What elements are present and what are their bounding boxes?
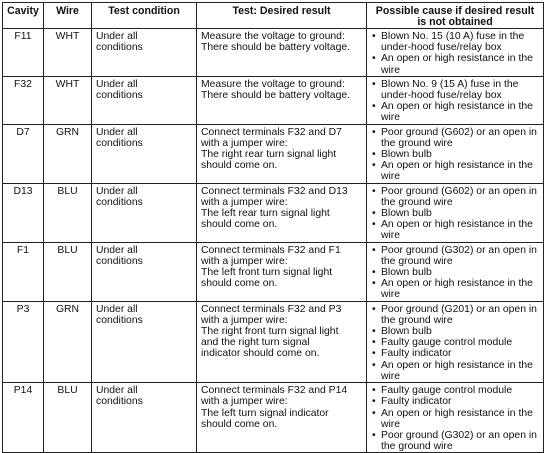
causes-cell — [367, 124, 544, 183]
cavity-cell: F11 — [3, 29, 44, 77]
cause-item: • An open or high resistance in the wire — [371, 408, 539, 430]
causes-cell — [367, 301, 544, 382]
result-cell: Connect terminals F32 and P3 with a jumper wire: The right front turn signal light and the right turn signal indicator should come on. — [197, 301, 367, 382]
causes-list — [371, 304, 539, 382]
diagnostic-table-page — [2, 2, 543, 453]
causes-cell — [367, 242, 544, 301]
wire-cell: GRN — [44, 124, 92, 183]
causes-cell — [367, 383, 544, 453]
table-row — [3, 183, 544, 242]
condition-cell: Under all conditions — [92, 183, 197, 242]
cause-item: • Poor ground (G602) or an open in the ground wire — [371, 186, 539, 208]
result-cell: Connect terminals F32 and F1 with a jumper wire: The left front turn signal light should come on. — [197, 242, 367, 301]
causes-cell — [367, 29, 544, 77]
cause-item: • An open or high resistance in the wire — [371, 219, 539, 241]
table-body — [3, 29, 544, 453]
header-row — [3, 3, 544, 29]
header-desired-result: Test: Desired result — [197, 3, 367, 29]
condition-cell: Under all conditions — [92, 301, 197, 382]
wire-cell: GRN — [44, 301, 92, 382]
cause-item: • Poor ground (G602) or an open in the ground wire — [371, 127, 539, 149]
cavity-cell: P14 — [3, 383, 44, 453]
cavity-cell: F1 — [3, 242, 44, 301]
cause-item: • Blown bulb — [371, 149, 539, 160]
wire-cell: BLU — [44, 242, 92, 301]
cause-item: • Poor ground (G201) or an open in the ground wire — [371, 304, 539, 326]
table-row — [3, 383, 544, 453]
cause-item: • Blown bulb — [371, 267, 539, 278]
causes-list — [371, 79, 539, 124]
condition-cell: Under all conditions — [92, 242, 197, 301]
cause-item: • An open or high resistance in the wire — [371, 53, 539, 75]
cause-item: • An open or high resistance in the wire — [371, 101, 539, 123]
result-cell: Measure the voltage to ground: There should be battery voltage. — [197, 29, 367, 77]
causes-list — [371, 245, 539, 301]
wire-cell: BLU — [44, 183, 92, 242]
diagnostic-table — [2, 2, 544, 453]
cause-item: • Poor ground (G302) or an open in the ground wire — [371, 430, 539, 452]
causes-list — [371, 186, 539, 242]
table-row — [3, 29, 544, 77]
cause-item: • Blown No. 9 (15 A) fuse in the under-hood fuse/relay box — [371, 79, 539, 101]
cause-item: • Faulty indicator — [371, 348, 539, 359]
result-cell: Connect terminals F32 and D13 with a jumper wire: The left rear turn signal light should come on. — [197, 183, 367, 242]
causes-list — [371, 127, 539, 183]
table-row — [3, 76, 544, 124]
cause-item: • An open or high resistance in the wire — [371, 278, 539, 300]
result-cell: Connect terminals F32 and D7 with a jumper wire: The right rear turn signal light should come on. — [197, 124, 367, 183]
wire-cell: WHT — [44, 29, 92, 77]
cavity-cell: P3 — [3, 301, 44, 382]
table-row — [3, 301, 544, 382]
cavity-cell: F32 — [3, 76, 44, 124]
cause-item: • An open or high resistance in the wire — [371, 360, 539, 382]
condition-cell: Under all conditions — [92, 383, 197, 453]
condition-cell: Under all conditions — [92, 124, 197, 183]
cause-item: • Blown No. 15 (10 A) fuse in the under-hood fuse/relay box — [371, 31, 539, 53]
result-cell: Measure the voltage to ground: There should be battery voltage. — [197, 76, 367, 124]
cause-item: • Faulty gauge control module — [371, 385, 539, 396]
condition-cell: Under all conditions — [92, 76, 197, 124]
header-test-condition: Test condition — [92, 3, 197, 29]
causes-list — [371, 385, 539, 452]
causes-cell — [367, 76, 544, 124]
header-possible-cause: Possible cause if desired result is not obtained — [367, 3, 544, 29]
table-row — [3, 242, 544, 301]
cause-item: • Faulty gauge control module — [371, 337, 539, 348]
causes-cell — [367, 183, 544, 242]
cause-item: • Poor ground (G302) or an open in the ground wire — [371, 245, 539, 267]
table-row — [3, 124, 544, 183]
cause-item: • Blown bulb — [371, 326, 539, 337]
cause-item: • Faulty indicator — [371, 396, 539, 407]
cause-item: • An open or high resistance in the wire — [371, 160, 539, 182]
result-cell: Connect terminals F32 and P14 with a jumper wire: The left turn signal indicator should come on. — [197, 383, 367, 453]
wire-cell: BLU — [44, 383, 92, 453]
header-wire: Wire — [44, 3, 92, 29]
cavity-cell: D13 — [3, 183, 44, 242]
cause-item: • Blown bulb — [371, 208, 539, 219]
header-cavity: Cavity — [3, 3, 44, 29]
wire-cell: WHT — [44, 76, 92, 124]
condition-cell: Under all conditions — [92, 29, 197, 77]
causes-list — [371, 31, 539, 76]
cavity-cell: D7 — [3, 124, 44, 183]
